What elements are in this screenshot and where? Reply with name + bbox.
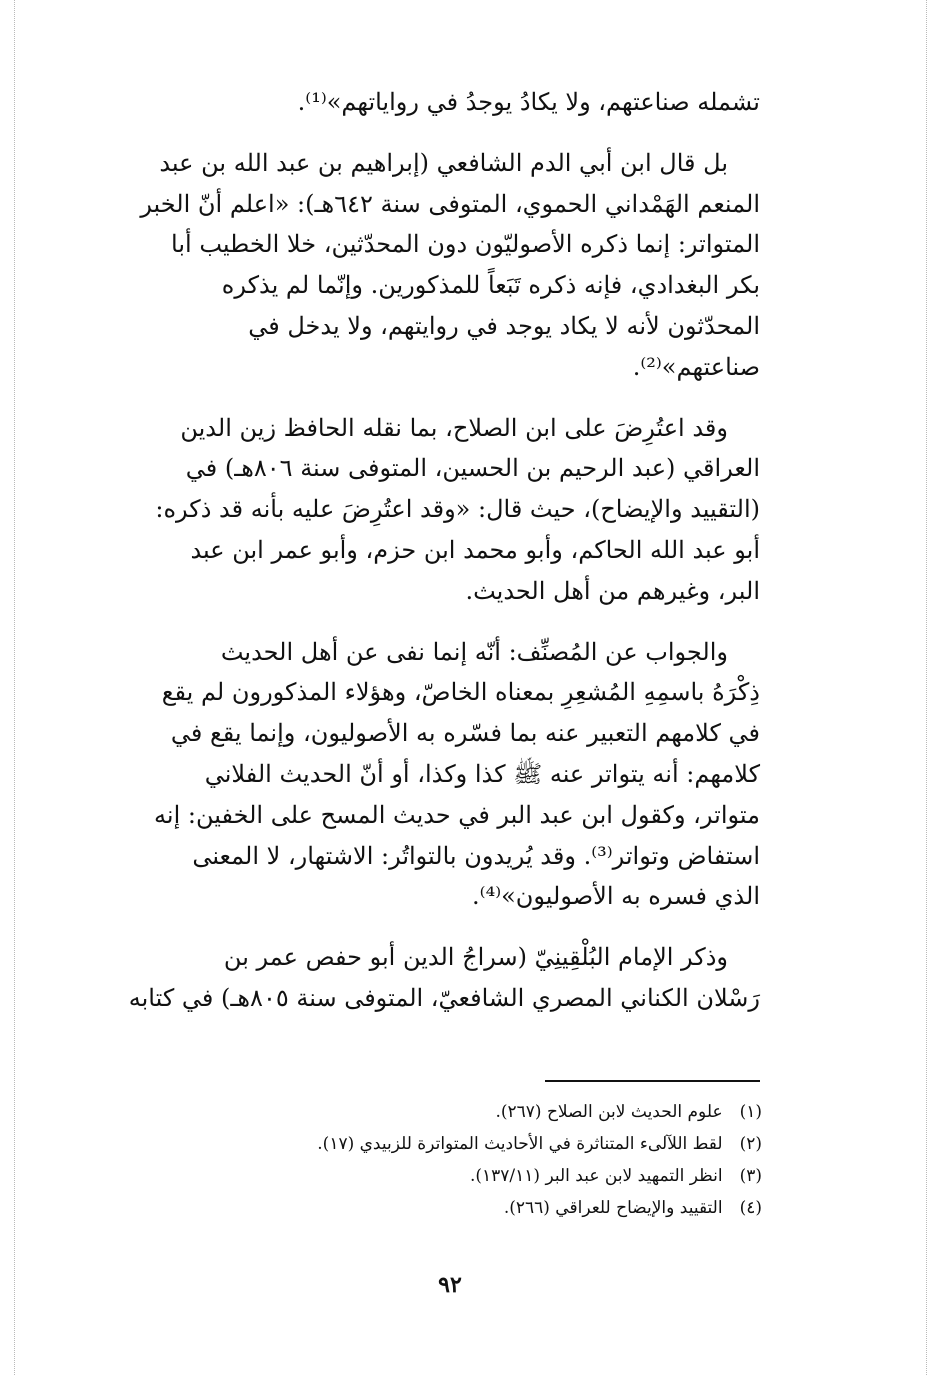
text-line: (التقييد والإيضاح)، حيث قال: «وقد اعتُرِضَ عليه بأنه قد ذكره:	[155, 495, 760, 524]
footnote	[300, 1128, 762, 1160]
text-line: استفاض وتواتر⁽³⁾. وقد يُريدون بالتواتُر: الاشتهار، لا المعنى	[192, 841, 760, 870]
paragraph-2	[120, 143, 760, 388]
text-line: بل قال ابن أبي الدم الشافعي (إبراهيم بن عبد الله بن عبد	[159, 148, 728, 177]
text-line: العراقي (عبد الرحيم بن الحسين، المتوفى سنة ٨٠٦هـ) في	[185, 454, 760, 483]
text-line: أبو عبد الله الحاكم، وأبو محمد ابن حزم، وأبو عمر ابن عبد	[190, 535, 760, 564]
footnote	[300, 1160, 762, 1192]
main-text	[120, 82, 760, 1039]
footnote	[300, 1096, 762, 1128]
text-line: البر، وغيرهم من أهل الحديث.	[465, 576, 760, 605]
text-line: المحدّثون لأنه لا يكاد يوجد في روايتهم، ولا يدخل في	[248, 311, 760, 340]
text-line: المتواتر: إنما ذكره الأصوليّون دون المحدّثين، خلا الخطيب أبا	[171, 230, 760, 259]
text-line: الذي فسره به الأصوليون»⁽⁴⁾.	[472, 882, 760, 911]
paragraph-3	[120, 408, 760, 612]
text-line: وقد اعتُرِضَ على ابن الصلاح، بما نقله الحافظ زين الدين	[180, 413, 728, 442]
text-line: كلامهم: أنه يتواتر عنه ﷺ كذا وكذا، أو أنّ الحديث الفلاني	[204, 759, 760, 788]
text-line: في كلامهم التعبير عنه بما فسّره به الأصوليون، وإنما يقع في	[170, 719, 760, 748]
text-line: رَسْلان الكناني المصري الشافعيّ، المتوفى سنة ٨٠٥هـ) في كتابه	[128, 983, 760, 1012]
footnote-number: (١)	[739, 1102, 762, 1122]
footnote-text: انظر التمهيد لابن عبد البر (١٣٧/١١).	[469, 1166, 723, 1186]
footnote-text: علوم الحديث لابن الصلاح (٢٦٧).	[495, 1102, 723, 1122]
text-line: والجواب عن المُصنِّف: أنّه إنما نفى عن أهل الحديث	[220, 637, 728, 666]
right-margin-dots	[926, 0, 927, 1375]
text-line: بكر البغدادي، فإنه ذكره تَبَعاً للمذكورين. وإنّما لم يذكره	[221, 271, 760, 300]
text-line: ذِكْرَهُ باسمِهِ المُشعِرِ بمعناه الخاصّ، وهؤلاء المذكورون لم يقع	[161, 678, 760, 707]
text-line: وذكر الإمام البُلْقِينِيّ (سراجُ الدين أبو حفص عمر بن	[223, 943, 728, 972]
page-number: ٩٢	[438, 1272, 462, 1298]
footnote-number: (٣)	[739, 1166, 762, 1186]
paragraph-4	[120, 632, 760, 918]
left-margin-dots	[14, 0, 15, 1375]
footnote-number: (٤)	[739, 1198, 762, 1218]
footnotes	[300, 1096, 762, 1224]
paragraph-5	[120, 937, 760, 1019]
footnote-number: (٢)	[739, 1134, 762, 1154]
footnote	[300, 1192, 762, 1224]
text-line: المنعم الهَمْداني الحموي، المتوفى سنة ٦٤٢هـ): «اعلم أنّ الخبر	[140, 189, 760, 218]
footnote-text: التقييد والإيضاح للعراقي (٢٦٦).	[503, 1198, 723, 1218]
text-line: تشمله صناعتهم، ولا يكادُ يوجدُ في رواياتهم»⁽¹⁾.	[297, 88, 760, 116]
footnote-text: لقط اللآلىء المتناثرة في الأحاديث المتواترة للزبيدي (١٧).	[317, 1134, 723, 1154]
text-line: صناعتهم»⁽²⁾.	[632, 352, 760, 381]
paragraph-1	[120, 82, 760, 123]
text-line: متواتر، وكقول ابن عبد البر في حديث المسح على الخفين: إنه	[154, 800, 760, 829]
footnote-separator	[545, 1080, 760, 1082]
